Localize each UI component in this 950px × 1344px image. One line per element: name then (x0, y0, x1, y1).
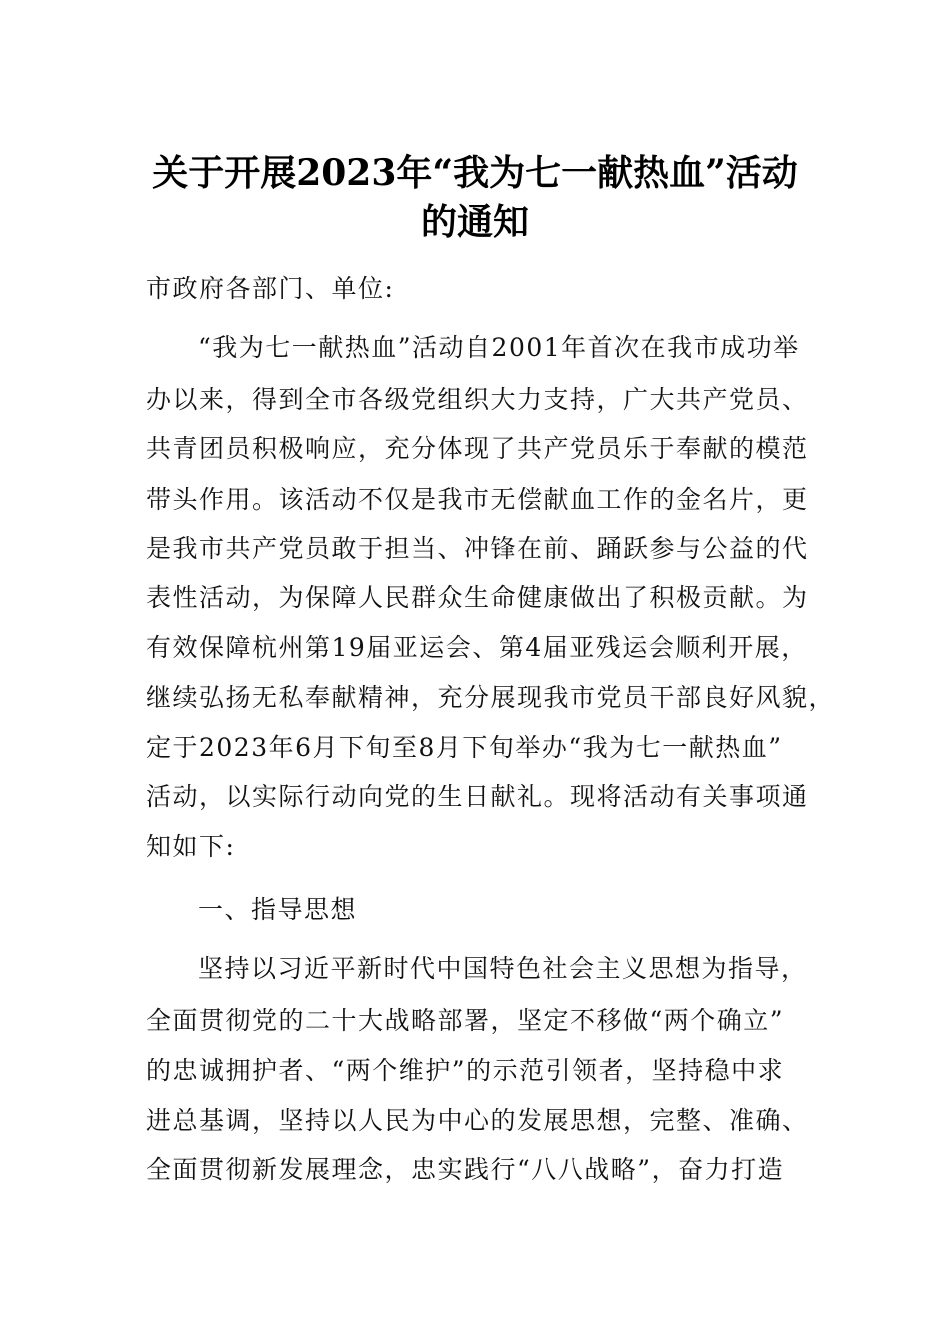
paragraph-line: 有效保障杭州第19届亚运会、第4届亚残运会顺利开展， (146, 633, 808, 662)
paragraph-line: 活动，以实际行动向党的生日献礼。现将活动有关事项通 (146, 782, 809, 811)
paragraph-line: 定于2023年6月下旬至8月下旬举办“我为七一献热血” (146, 733, 783, 762)
paragraph-line: 共青团员积极响应，充分体现了共产党员乐于奉献的模范 (146, 434, 809, 463)
paragraph-line: 进总基调，坚持以人民为中心的发展思想，完整、准确、 (146, 1106, 809, 1135)
salutation: 市政府各部门、单位: (146, 274, 395, 303)
paragraph-line: 知如下: (146, 832, 236, 861)
document-title-line-1: 关于开展2023年“我为七一献热血”活动 (152, 152, 798, 194)
paragraph-line: 的忠诚拥护者、“两个维护”的示范引领者，坚持稳中求 (146, 1056, 785, 1085)
paragraph-line: 全面贯彻新发展理念，忠实践行“八八战略”，奋力打造 (146, 1155, 785, 1184)
paragraph-line: 表性活动，为保障人民群众生命健康做出了积极贡献。为 (146, 583, 809, 612)
paragraph-line: 坚持以习近平新时代中国特色社会主义思想为指导， (198, 954, 808, 983)
paragraph-line: 继续弘扬无私奉献精神，充分展现我市党员干部良好风貌， (146, 683, 836, 712)
paragraph-line: 办以来，得到全市各级党组织大力支持，广大共产党员、 (146, 385, 809, 414)
paragraph-line: “我为七一献热血”活动自2001年首次在我市成功举 (198, 333, 800, 362)
paragraph-line: 带头作用。该活动不仅是我市无偿献血工作的金名片，更 (146, 485, 809, 514)
document-title-line-2: 的通知 (420, 201, 529, 243)
section-heading: 一、指导思想 (198, 895, 358, 924)
paragraph-line: 是我市共产党员敢于担当、冲锋在前、踊跃参与公益的代 (146, 534, 809, 563)
paragraph-line: 全面贯彻党的二十大战略部署，坚定不移做“两个确立” (146, 1006, 785, 1035)
